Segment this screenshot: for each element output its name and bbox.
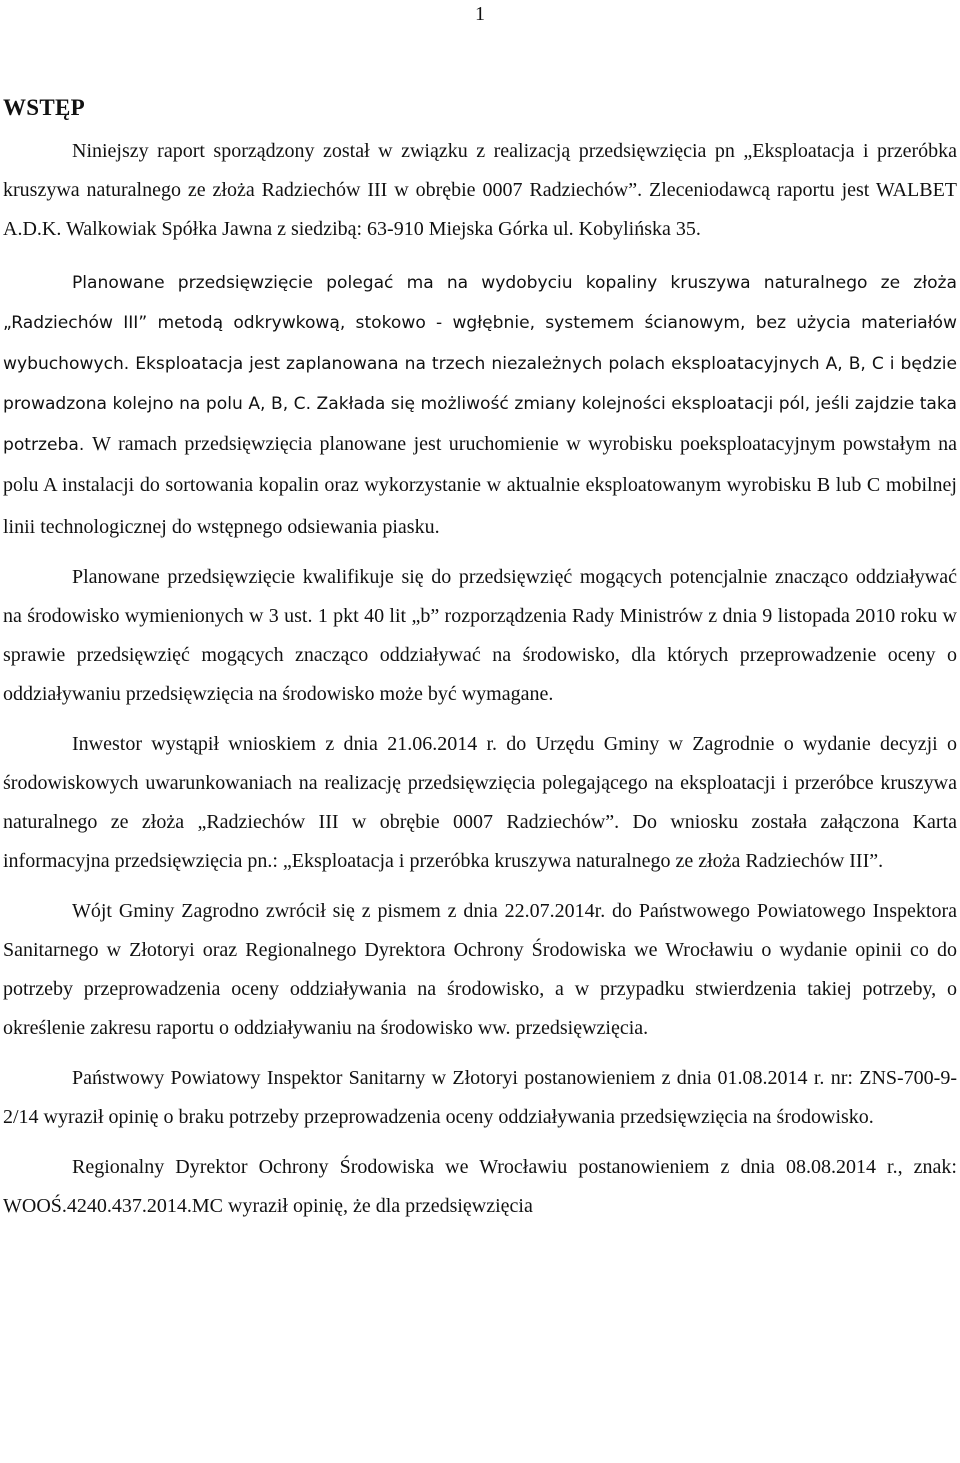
paragraph-sanitary-inspector: Państwowy Powiatowy Inspektor Sanitarny w Złotoryi postanowieniem z dnia 01.08.2014 r. nr: ZNS-700-9-2/14 wyraził opinię o braku potrzeby przeprowadzenia oceny oddziaływania przedsięwzięcia na środowisko. <box>3 1067 957 1129</box>
paragraph-planned-project-text: Planowane przedsięwzięcie polegać ma na wydobyciu kopaliny kruszywa naturalnego ze złoża „Radziechów III” metodą odkrywkową, stokowo - wgłębnie, systemem ścianowym, bez użycia materiałów wybuchowych. Eksploatacja jest zaplanowana na trzech niezależnych polach eksploatacyjnych A, B, C i będzie prowadzona kolejno na polu A, B, C. Zakłada się możliwość zmiany kolejności eksploatacji pól, jeśli zajdzie taka potrzeba. <box>3 273 957 456</box>
section-heading: WSTĘP <box>3 95 86 120</box>
paragraph-planned-installation-text: W ramach przedsięwzięcia planowane jest uruchomienie w wyrobisku poeksploatacyjnym powstałym na polu A instalacji do sortowania kopalin oraz wykorzystanie w aktualnie eksploatowanym wyrobisku B lub C mobilnej linii technologicznej do wstępnego odsiewania piasku. <box>3 433 957 538</box>
paragraph-investor-application: Inwestor wystąpił wnioskiem z dnia 21.06.2014 r. do Urzędu Gminy w Zagrodnie o wydanie decyzji o środowiskowych uwarunkowaniach na realizację przedsięwzięcia polegającego na eksploatacji i przeróbce kruszywa naturalnego ze złoża „Radziechów III w obrębie 0007 Radziechów”. Do wniosku została załączona Karta informacyjna przedsięwzięcia pn.: „Eksploatacja i przeróbka kruszywa naturalnego ze złoża Radziechów III”. <box>3 733 957 873</box>
paragraph-planned-project <box>3 263 957 548</box>
paragraph-introduction: Niniejszy raport sporządzony został w związku z realizacją przedsięwzięcia pn „Eksploatacja i przeróbka kruszywa naturalnego ze złoża Radziechów III w obrębie 0007 Radziechów”. Zleceniodawcą raportu jest WALBET A.D.K. Walkowiak Spółka Jawna z siedzibą: 63-910 Miejska Górka ul. Kobylińska 35. <box>3 140 957 240</box>
paragraph-qualification: Planowane przedsięwzięcie kwalifikuje się do przedsięwzięć mogących potencjalnie znacząco oddziaływać na środowisko wymienionych w 3 ust. 1 pkt 40 lit „b” rozporządzenia Rady Ministrów z dnia 9 listopada 2010 roku w sprawie przedsięwzięć mogących znacząco oddziaływać na środowisko, dla których przeprowadzenie oceny o oddziaływaniu przedsięwzięcia na środowisko może być wymagane. <box>3 566 957 706</box>
page-number: 1 <box>475 3 485 25</box>
body-text <box>3 132 957 1226</box>
paragraph-regional-director: Regionalny Dyrektor Ochrony Środowiska we Wrocławiu postanowieniem z dnia 08.08.2014 r., znak: WOOŚ.4240.437.2014.MC wyraził opinię, że dla przedsięwzięcia <box>3 1156 957 1218</box>
paragraph-mayor-letter: Wójt Gminy Zagrodno zwrócił się z pismem z dnia 22.07.2014r. do Państwowego Powiatowego Inspektora Sanitarnego w Złotoryi oraz Regionalnego Dyrektora Ochrony Środowiska we Wrocławiu o wydanie opinii co do potrzeby przeprowadzenia oceny oddziaływania na środowisko, a w przypadku stwierdzenia takiej potrzeby, o określenie zakresu raportu o oddziaływaniu na środowisko ww. przedsięwzięcia. <box>3 900 957 1040</box>
